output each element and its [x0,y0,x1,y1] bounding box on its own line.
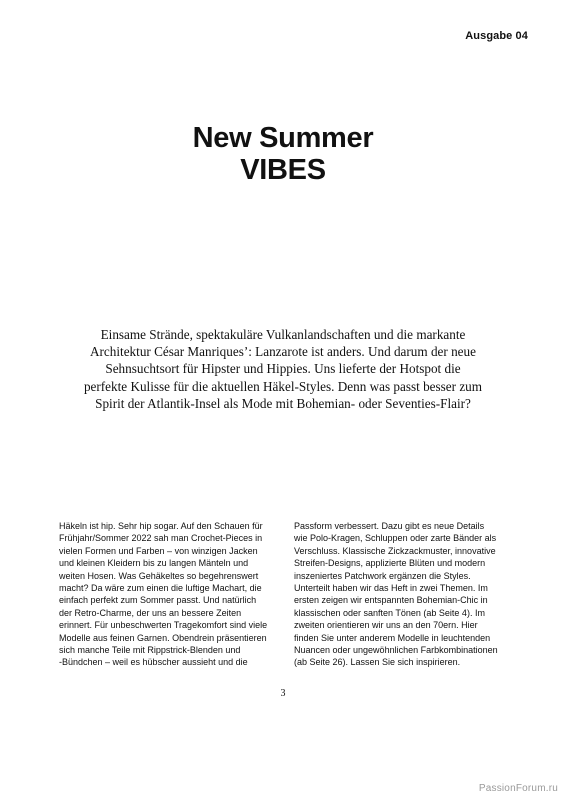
body-line: inszeniertes Patchwork ergänzen die Styles. [294,570,471,581]
body-line: Unterteilt haben wir das Heft in zwei Themen. Im [294,583,488,594]
title-line-2: VIBES [240,154,326,186]
intro-line: Spirit der Atlantik-Insel als Mode mit Bohemian- oder Seventies-Flair? [95,395,471,411]
intro-line: Einsame Strände, spektakuläre Vulkanlandschaften und die markante [100,327,466,342]
body-line: finden Sie unter anderem Modelle in leuchtenden [294,632,491,643]
body-line: ersten zeigen wir entspannten Bohemian-Chic in [294,595,488,606]
title-line-1: New Summer [192,122,374,154]
body-line: zweiten orientieren wir uns an den 70ern. Hier [294,620,478,631]
body-line: klassischen oder sanften Tönen (ab Seite 4). Im [294,607,485,618]
body-line: macht? Da wäre zum einen die luftige Machart, die [59,583,262,594]
body-line: Nuancen oder ungewöhnlichen Farbkombinationen [294,645,498,656]
body-line: weiten Hosen. Was Gehäkeltes so begehrenswert [59,570,259,581]
body-line: -Bündchen – weil es hübscher aussieht und die [59,657,248,668]
body-column-left [59,520,299,669]
body-line: und kleinen Kleidern bis zu langen Mänteln und [59,558,249,569]
intro-line: Sehnsuchtsort für Hipster und Hippies. Uns lieferte der Hotspot die [105,361,461,377]
body-line: sich manche Teile mit Rippstrick-Blenden und [59,645,241,656]
body-line: wie Polo-Kragen, Schluppen oder zarte Bänder als [294,533,497,544]
body-line: Modelle aus feinen Garnen. Obendrein präsentieren [59,632,267,643]
body-line: Passform verbessert. Dazu gibt es neue Details [294,521,485,531]
body-column-right [294,520,534,669]
body-line: der Retro-Charme, der uns an bessere Zeiten [59,607,242,618]
intro-line: perfekte Kulisse für die aktuellen Häkel-Styles. Denn was passt besser zum [83,378,483,394]
issue-label: Ausgabe 04 [465,30,528,42]
body-line: vielen Formen und Farben – von winzigen Jacken [59,545,258,556]
intro-paragraph [70,326,496,412]
page-number: 3 [280,688,286,699]
watermark: PassionForum.ru [478,783,558,794]
body-line: Häkeln ist hip. Sehr hip sogar. Auf den Schauen für [59,521,263,531]
body-line: (ab Seite 26). Lassen Sie sich inspirieren. [294,657,461,668]
body-line: einfach perfekt zum Sommer passt. Und natürlich [59,595,257,606]
intro-line: Architektur César Manriques’: Lanzarote ist anders. Und darum der neue [90,344,476,360]
body-line: Streifen-Designs, applizierte Blüten und modern [294,558,486,569]
body-line: erinnert. Für unbeschwerten Tragekomfort sind viele [59,620,268,631]
body-line: Frühjahr/Sommer 2022 sah man Crochet-Pieces in [59,533,263,544]
page-title [0,122,566,186]
body-line: Verschluss. Klassische Zickzackmuster, innovative [294,545,496,556]
